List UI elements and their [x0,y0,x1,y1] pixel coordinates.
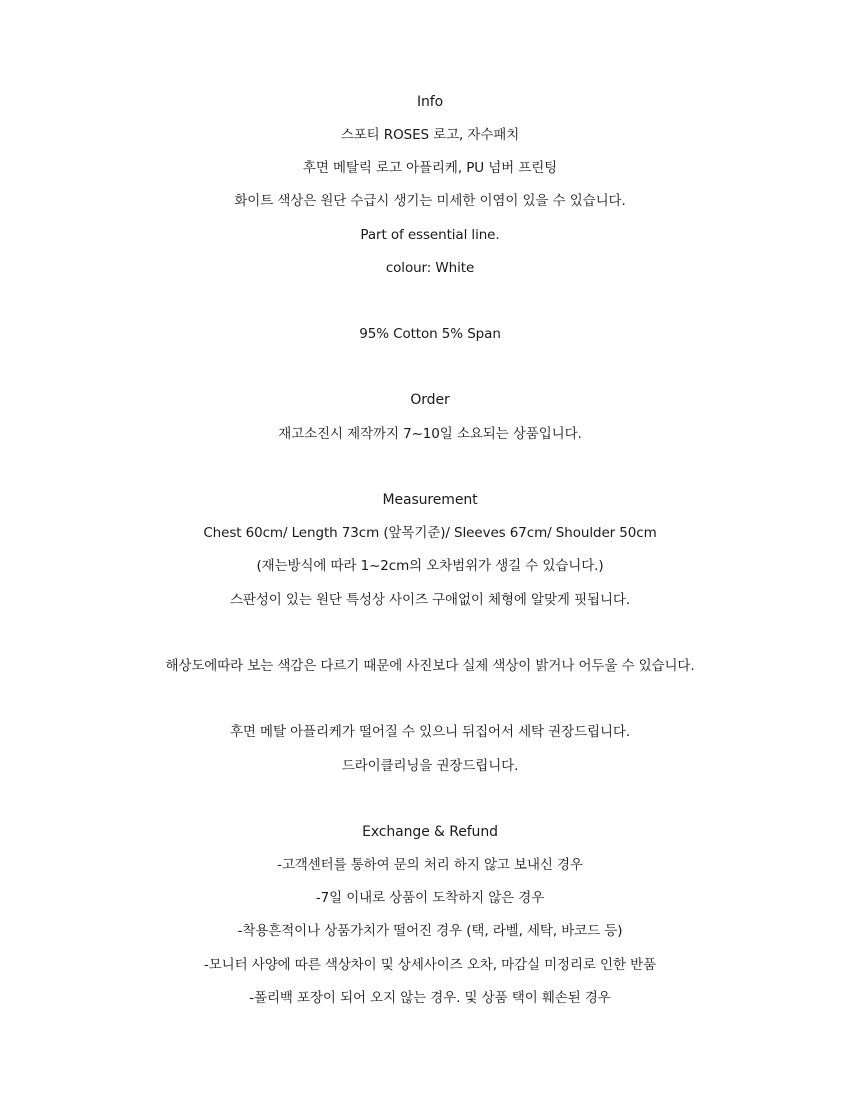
color-resolution-note: 해상도에따라 보는 색감은 다르기 때문에 사진보다 실제 색상이 밝거나 어두울 수 있습니다. [165,658,695,674]
exchange-line-worn: -착용흔적이나 상품가치가 떨어진 경우 (택, 라벨, 세탁, 바코드 등) [237,923,623,939]
exchange-line-no-inquiry: -고객센터를 통하여 문의 처리 하지 않고 보내신 경우 [277,857,583,873]
care-line-dry-cleaning: 드라이클리닝을 권장드립니다. [341,758,519,774]
order-line-lead-time: 재고소진시 제작까지 7~10일 소요되는 상품입니다. [278,426,582,442]
order-heading: Order [410,392,450,408]
info-line-logo: 스포티 ROSES 로고, 자수패치 [340,127,520,143]
exchange-line-seven-days: -7일 이내로 상품이 도착하지 않은 경우 [315,890,545,906]
measurement-line-sizes: Chest 60cm/ Length 73cm (앞목기준)/ Sleeves 67cm/ Shoulder 50cm [203,525,657,541]
measurement-line-tolerance: (재는방식에 따라 1~2cm의 오차범위가 생길 수 있습니다.) [256,558,604,574]
info-heading: Info [416,94,444,110]
info-line-colour: colour: White [385,260,475,276]
composition-text: 95% Cotton 5% Span [359,326,501,342]
info-line-essential: Part of essential line. [360,227,500,243]
exchange-line-monitor: -모니터 사양에 따른 색상차이 및 상세사이즈 오차, 마감실 미정리로 인한 반품 [203,957,657,973]
measurement-heading: Measurement [382,492,478,508]
info-line-white-color-note: 화이트 색상은 원단 수급시 생기는 미세한 이염이 있을 수 있습니다. [234,193,626,209]
exchange-line-polybag: -폴리백 포장이 되어 오지 않는 경우. 및 상품 택이 훼손된 경우 [249,990,611,1006]
info-line-applique: 후면 메탈릭 로고 아플리케, PU 넘버 프린팅 [302,160,558,176]
measurement-line-fit: 스판성이 있는 원단 특성상 사이즈 구애없이 체형에 알맞게 핏됩니다. [229,592,631,608]
care-line-applique: 후면 메탈 아플리케가 떨어질 수 있으니 뒤집어서 세탁 권장드립니다. [229,724,631,740]
exchange-heading: Exchange & Refund [362,824,498,840]
